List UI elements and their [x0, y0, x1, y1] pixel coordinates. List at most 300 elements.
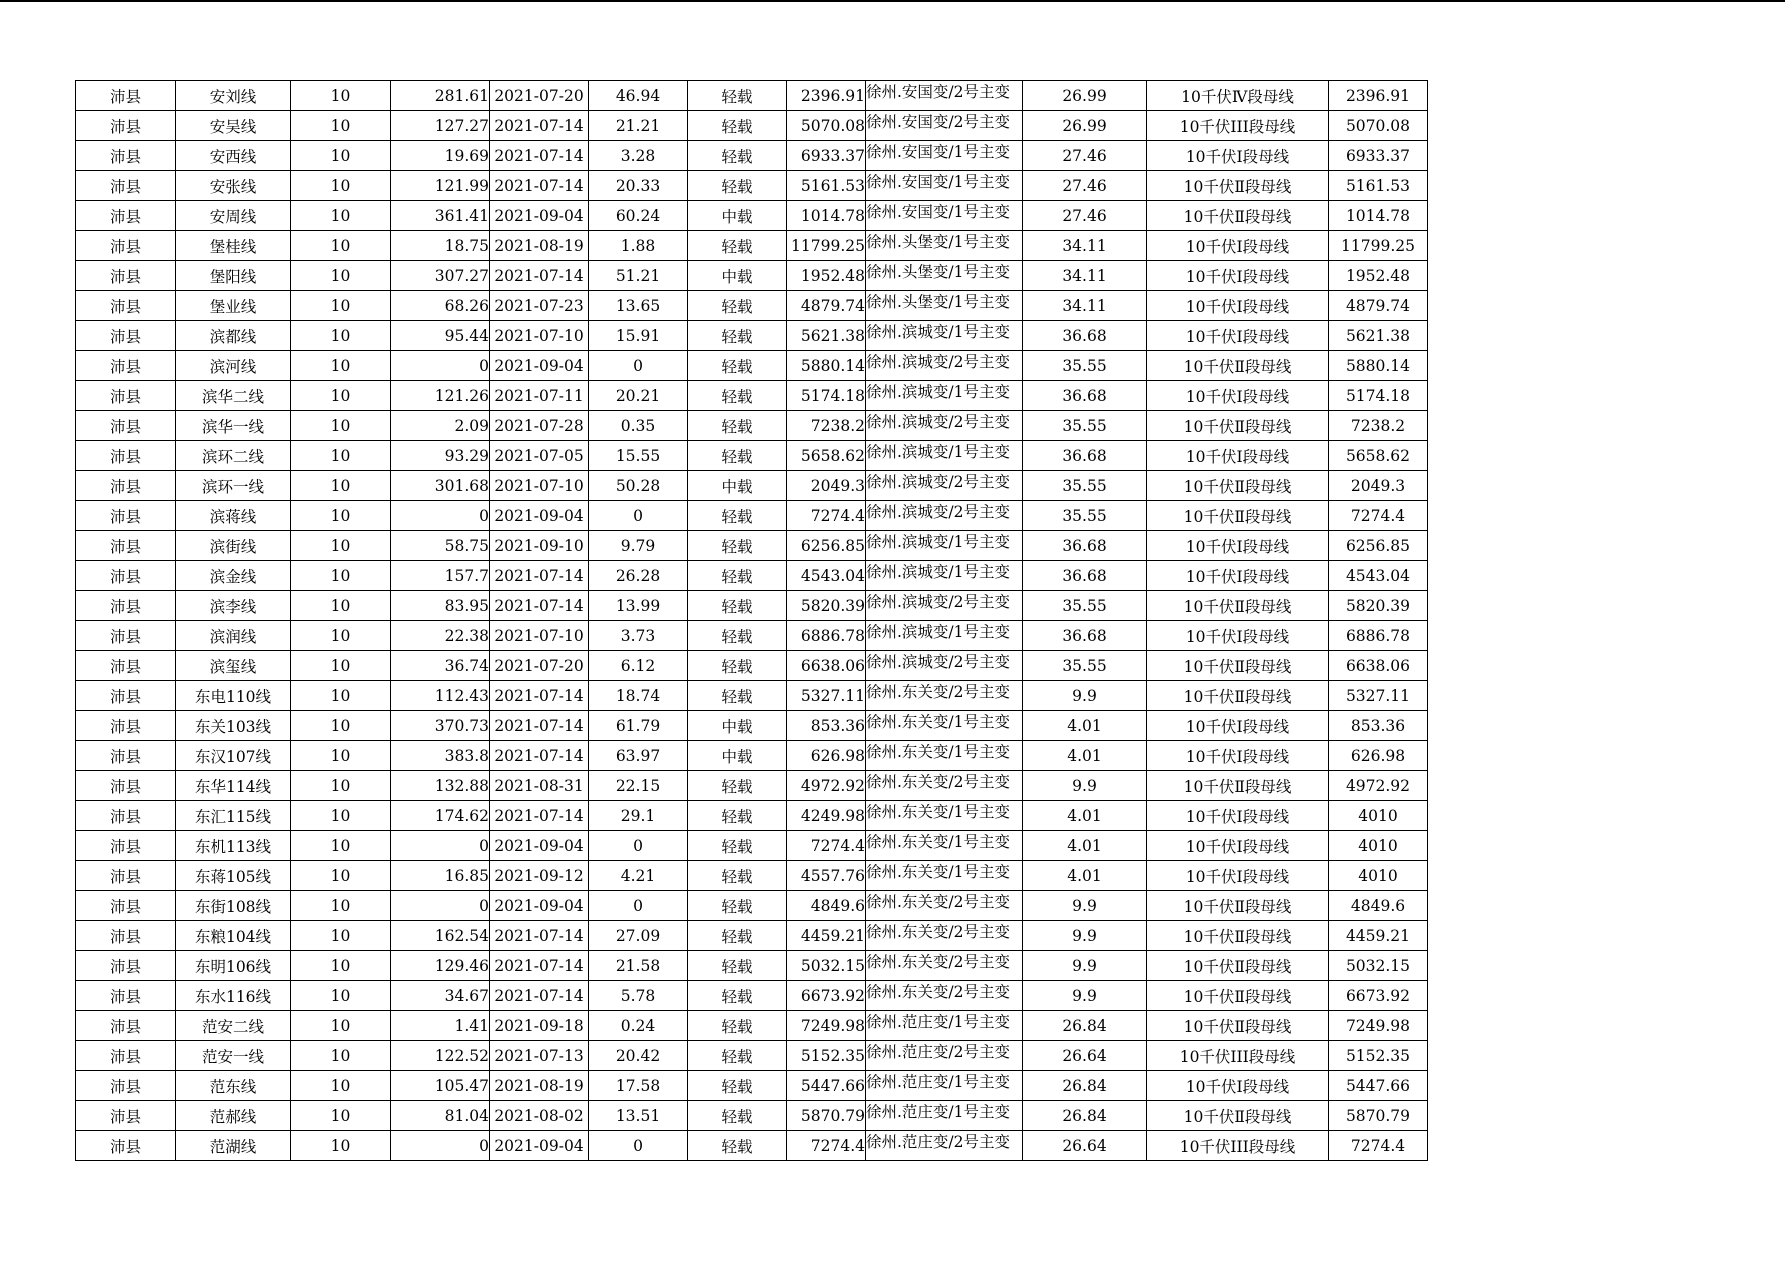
substation-cell: 徐州.东关变/1号主变: [866, 861, 1023, 891]
substation-cell: 徐州.滨城变/2号主变: [866, 591, 1023, 621]
available-capacity-cell: 5447.66: [1329, 1071, 1428, 1101]
voltage-cell: 10: [291, 1071, 391, 1101]
substation-cell: 徐州.滨城变/2号主变: [866, 471, 1023, 501]
current-cell: 129.46: [391, 951, 490, 981]
capacity-cell: 6256.85: [787, 531, 866, 561]
transformer-load-cell: 35.55: [1023, 351, 1147, 381]
load-rate-cell: 29.1: [589, 801, 688, 831]
voltage-cell: 10: [291, 1131, 391, 1161]
county-cell: 沛县: [76, 1071, 176, 1101]
bus-section-cell: 10千伏Ⅰ段母线: [1147, 141, 1329, 171]
bus-section-cell: 10千伏Ⅰ段母线: [1147, 381, 1329, 411]
load-status-cell: 轻载: [688, 801, 787, 831]
county-cell: 沛县: [76, 771, 176, 801]
available-capacity-cell: 5174.18: [1329, 381, 1428, 411]
available-capacity-cell: 5327.11: [1329, 681, 1428, 711]
bus-section-cell: 10千伏Ⅱ段母线: [1147, 1011, 1329, 1041]
bus-section-cell: 10千伏Ⅱ段母线: [1147, 1101, 1329, 1131]
county-cell: 沛县: [76, 561, 176, 591]
date-cell: 2021-08-02: [490, 1101, 589, 1131]
voltage-cell: 10: [291, 951, 391, 981]
date-cell: 2021-07-20: [490, 81, 589, 111]
transformer-load-cell: 35.55: [1023, 651, 1147, 681]
current-cell: 361.41: [391, 201, 490, 231]
county-cell: 沛县: [76, 1041, 176, 1071]
capacity-cell: 11799.25: [787, 231, 866, 261]
county-cell: 沛县: [76, 981, 176, 1011]
table-row: [76, 351, 1428, 381]
line-name-cell: 东蒋105线: [176, 861, 291, 891]
available-capacity-cell: 853.36: [1329, 711, 1428, 741]
load-rate-cell: 20.42: [589, 1041, 688, 1071]
transformer-load-cell: 4.01: [1023, 801, 1147, 831]
substation-cell: 徐州.滨城变/2号主变: [866, 501, 1023, 531]
line-name-cell: 滨都线: [176, 321, 291, 351]
load-status-cell: 轻载: [688, 531, 787, 561]
substation-cell: 徐州.滨城变/1号主变: [866, 381, 1023, 411]
voltage-cell: 10: [291, 501, 391, 531]
available-capacity-cell: 5870.79: [1329, 1101, 1428, 1131]
bus-section-cell: 10千伏Ⅰ段母线: [1147, 711, 1329, 741]
county-cell: 沛县: [76, 531, 176, 561]
available-capacity-cell: 7238.2: [1329, 411, 1428, 441]
load-status-cell: 轻载: [688, 681, 787, 711]
bus-section-cell: 10千伏Ⅰ段母线: [1147, 441, 1329, 471]
available-capacity-cell: 5621.38: [1329, 321, 1428, 351]
transformer-load-cell: 36.68: [1023, 531, 1147, 561]
available-capacity-cell: 4010: [1329, 861, 1428, 891]
capacity-cell: 5621.38: [787, 321, 866, 351]
county-cell: 沛县: [76, 861, 176, 891]
load-status-cell: 轻载: [688, 351, 787, 381]
date-cell: 2021-07-14: [490, 261, 589, 291]
table-row: [76, 831, 1428, 861]
available-capacity-cell: 11799.25: [1329, 231, 1428, 261]
date-cell: 2021-09-10: [490, 531, 589, 561]
capacity-cell: 5152.35: [787, 1041, 866, 1071]
bus-section-cell: 10千伏III段母线: [1147, 1041, 1329, 1071]
table-row: [76, 441, 1428, 471]
voltage-cell: 10: [291, 621, 391, 651]
available-capacity-cell: 6673.92: [1329, 981, 1428, 1011]
substation-cell: 徐州.范庄变/2号主变: [866, 1041, 1023, 1071]
capacity-cell: 6638.06: [787, 651, 866, 681]
county-cell: 沛县: [76, 1011, 176, 1041]
capacity-cell: 5327.11: [787, 681, 866, 711]
capacity-cell: 6673.92: [787, 981, 866, 1011]
load-rate-cell: 0: [589, 891, 688, 921]
bus-section-cell: 10千伏Ⅰ段母线: [1147, 741, 1329, 771]
substation-cell: 徐州.范庄变/1号主变: [866, 1071, 1023, 1101]
table-row: [76, 141, 1428, 171]
substation-cell: 徐州.安国变/2号主变: [866, 111, 1023, 141]
load-rate-cell: 0: [589, 831, 688, 861]
voltage-cell: 10: [291, 201, 391, 231]
load-rate-cell: 13.99: [589, 591, 688, 621]
current-cell: 301.68: [391, 471, 490, 501]
county-cell: 沛县: [76, 891, 176, 921]
county-cell: 沛县: [76, 201, 176, 231]
transformer-load-cell: 26.84: [1023, 1011, 1147, 1041]
load-status-cell: 轻载: [688, 891, 787, 921]
voltage-cell: 10: [291, 291, 391, 321]
load-status-cell: 轻载: [688, 981, 787, 1011]
line-name-cell: 滨河线: [176, 351, 291, 381]
table-row: [76, 261, 1428, 291]
date-cell: 2021-07-14: [490, 141, 589, 171]
county-cell: 沛县: [76, 801, 176, 831]
substation-cell: 徐州.头堡变/1号主变: [866, 231, 1023, 261]
bus-section-cell: 10千伏Ⅱ段母线: [1147, 171, 1329, 201]
date-cell: 2021-09-04: [490, 891, 589, 921]
current-cell: 36.74: [391, 651, 490, 681]
date-cell: 2021-07-28: [490, 411, 589, 441]
current-cell: 34.67: [391, 981, 490, 1011]
bus-section-cell: 10千伏Ⅰ段母线: [1147, 231, 1329, 261]
bus-section-cell: 10千伏Ⅱ段母线: [1147, 651, 1329, 681]
current-cell: 0: [391, 831, 490, 861]
substation-cell: 徐州.东关变/2号主变: [866, 951, 1023, 981]
load-status-cell: 轻载: [688, 1041, 787, 1071]
voltage-cell: 10: [291, 711, 391, 741]
load-status-cell: 轻载: [688, 501, 787, 531]
voltage-cell: 10: [291, 741, 391, 771]
line-name-cell: 东街108线: [176, 891, 291, 921]
load-status-cell: 轻载: [688, 291, 787, 321]
substation-cell: 徐州.滨城变/1号主变: [866, 531, 1023, 561]
county-cell: 沛县: [76, 831, 176, 861]
substation-cell: 徐州.东关变/2号主变: [866, 981, 1023, 1011]
county-cell: 沛县: [76, 711, 176, 741]
bus-section-cell: 10千伏Ⅱ段母线: [1147, 411, 1329, 441]
voltage-cell: 10: [291, 531, 391, 561]
county-cell: 沛县: [76, 111, 176, 141]
table-row: [76, 381, 1428, 411]
line-name-cell: 范湖线: [176, 1131, 291, 1161]
line-name-cell: 堡桂线: [176, 231, 291, 261]
line-name-cell: 堡业线: [176, 291, 291, 321]
voltage-cell: 10: [291, 111, 391, 141]
load-rate-cell: 6.12: [589, 651, 688, 681]
line-name-cell: 范安一线: [176, 1041, 291, 1071]
transformer-load-cell: 4.01: [1023, 861, 1147, 891]
available-capacity-cell: 6638.06: [1329, 651, 1428, 681]
transformer-load-cell: 26.64: [1023, 1131, 1147, 1161]
load-status-cell: 轻载: [688, 141, 787, 171]
substation-cell: 徐州.滨城变/1号主变: [866, 561, 1023, 591]
transformer-load-cell: 26.64: [1023, 1041, 1147, 1071]
date-cell: 2021-09-04: [490, 201, 589, 231]
load-rate-cell: 51.21: [589, 261, 688, 291]
load-status-cell: 轻载: [688, 831, 787, 861]
capacity-cell: 5161.53: [787, 171, 866, 201]
load-rate-cell: 63.97: [589, 741, 688, 771]
load-status-cell: 轻载: [688, 951, 787, 981]
voltage-cell: 10: [291, 831, 391, 861]
load-status-cell: 轻载: [688, 171, 787, 201]
current-cell: 0: [391, 891, 490, 921]
current-cell: 93.29: [391, 441, 490, 471]
capacity-cell: 7238.2: [787, 411, 866, 441]
capacity-cell: 7249.98: [787, 1011, 866, 1041]
capacity-cell: 5870.79: [787, 1101, 866, 1131]
load-rate-cell: 9.79: [589, 531, 688, 561]
load-rate-cell: 21.58: [589, 951, 688, 981]
transformer-load-cell: 27.46: [1023, 201, 1147, 231]
bus-section-cell: 10千伏Ⅱ段母线: [1147, 951, 1329, 981]
table-row: [76, 171, 1428, 201]
county-cell: 沛县: [76, 441, 176, 471]
table-row: [76, 1131, 1428, 1161]
capacity-cell: 4249.98: [787, 801, 866, 831]
table-row: [76, 951, 1428, 981]
current-cell: 162.54: [391, 921, 490, 951]
county-cell: 沛县: [76, 381, 176, 411]
capacity-cell: 853.36: [787, 711, 866, 741]
available-capacity-cell: 5032.15: [1329, 951, 1428, 981]
bus-section-cell: 10千伏Ⅱ段母线: [1147, 501, 1329, 531]
bus-section-cell: 10千伏Ⅱ段母线: [1147, 471, 1329, 501]
date-cell: 2021-07-11: [490, 381, 589, 411]
substation-cell: 徐州.滨城变/1号主变: [866, 321, 1023, 351]
bus-section-cell: 10千伏Ⅱ段母线: [1147, 891, 1329, 921]
capacity-cell: 5880.14: [787, 351, 866, 381]
load-rate-cell: 17.58: [589, 1071, 688, 1101]
bus-section-cell: 10千伏Ⅰ段母线: [1147, 561, 1329, 591]
current-cell: 81.04: [391, 1101, 490, 1131]
transformer-load-cell: 34.11: [1023, 261, 1147, 291]
current-cell: 58.75: [391, 531, 490, 561]
voltage-cell: 10: [291, 591, 391, 621]
substation-cell: 徐州.东关变/1号主变: [866, 801, 1023, 831]
transformer-load-cell: 9.9: [1023, 681, 1147, 711]
date-cell: 2021-08-19: [490, 1071, 589, 1101]
county-cell: 沛县: [76, 951, 176, 981]
current-cell: 157.7: [391, 561, 490, 591]
bus-section-cell: 10千伏Ⅰ段母线: [1147, 261, 1329, 291]
available-capacity-cell: 5070.08: [1329, 111, 1428, 141]
transformer-load-cell: 26.99: [1023, 81, 1147, 111]
load-status-cell: 轻载: [688, 921, 787, 951]
line-name-cell: 范郝线: [176, 1101, 291, 1131]
date-cell: 2021-07-05: [490, 441, 589, 471]
capacity-cell: 5032.15: [787, 951, 866, 981]
table-body: [76, 81, 1428, 1161]
county-cell: 沛县: [76, 1101, 176, 1131]
line-name-cell: 东华114线: [176, 771, 291, 801]
county-cell: 沛县: [76, 651, 176, 681]
transformer-load-cell: 36.68: [1023, 621, 1147, 651]
line-name-cell: 滨华二线: [176, 381, 291, 411]
table-row: [76, 231, 1428, 261]
county-cell: 沛县: [76, 1131, 176, 1161]
line-name-cell: 东关103线: [176, 711, 291, 741]
line-name-cell: 范安二线: [176, 1011, 291, 1041]
bus-section-cell: 10千伏Ⅰ段母线: [1147, 321, 1329, 351]
table-row: [76, 501, 1428, 531]
load-status-cell: 轻载: [688, 561, 787, 591]
available-capacity-cell: 4849.6: [1329, 891, 1428, 921]
voltage-cell: 10: [291, 861, 391, 891]
table-row: [76, 111, 1428, 141]
substation-cell: 徐州.东关变/1号主变: [866, 711, 1023, 741]
table-row: [76, 681, 1428, 711]
load-status-cell: 轻载: [688, 861, 787, 891]
load-rate-cell: 1.88: [589, 231, 688, 261]
table-row: [76, 531, 1428, 561]
load-rate-cell: 0.24: [589, 1011, 688, 1041]
voltage-cell: 10: [291, 1011, 391, 1041]
substation-cell: 徐州.东关变/1号主变: [866, 831, 1023, 861]
substation-cell: 徐州.范庄变/1号主变: [866, 1011, 1023, 1041]
current-cell: 127.27: [391, 111, 490, 141]
capacity-cell: 5658.62: [787, 441, 866, 471]
table-row: [76, 1011, 1428, 1041]
county-cell: 沛县: [76, 411, 176, 441]
bus-section-cell: 10千伏Ⅱ段母线: [1147, 591, 1329, 621]
available-capacity-cell: 7274.4: [1329, 1131, 1428, 1161]
current-cell: 174.62: [391, 801, 490, 831]
bus-section-cell: 10千伏III段母线: [1147, 1131, 1329, 1161]
date-cell: 2021-09-04: [490, 351, 589, 381]
current-cell: 22.38: [391, 621, 490, 651]
table-row: [76, 201, 1428, 231]
current-cell: 121.26: [391, 381, 490, 411]
load-status-cell: 中载: [688, 711, 787, 741]
voltage-cell: 10: [291, 81, 391, 111]
capacity-cell: 7274.4: [787, 501, 866, 531]
available-capacity-cell: 5161.53: [1329, 171, 1428, 201]
line-name-cell: 滨润线: [176, 621, 291, 651]
date-cell: 2021-07-14: [490, 171, 589, 201]
voltage-cell: 10: [291, 171, 391, 201]
date-cell: 2021-07-10: [490, 471, 589, 501]
current-cell: 122.52: [391, 1041, 490, 1071]
capacity-cell: 4459.21: [787, 921, 866, 951]
county-cell: 沛县: [76, 261, 176, 291]
transformer-load-cell: 9.9: [1023, 771, 1147, 801]
date-cell: 2021-07-14: [490, 741, 589, 771]
load-rate-cell: 0: [589, 351, 688, 381]
available-capacity-cell: 7249.98: [1329, 1011, 1428, 1041]
available-capacity-cell: 5820.39: [1329, 591, 1428, 621]
load-status-cell: 轻载: [688, 1101, 787, 1131]
date-cell: 2021-09-04: [490, 1131, 589, 1161]
load-rate-cell: 22.15: [589, 771, 688, 801]
table-row: [76, 651, 1428, 681]
load-status-cell: 轻载: [688, 231, 787, 261]
substation-cell: 徐州.头堡变/1号主变: [866, 261, 1023, 291]
load-status-cell: 轻载: [688, 441, 787, 471]
load-rate-cell: 26.28: [589, 561, 688, 591]
table-row: [76, 591, 1428, 621]
load-status-cell: 中载: [688, 471, 787, 501]
load-rate-cell: 50.28: [589, 471, 688, 501]
capacity-cell: 4879.74: [787, 291, 866, 321]
available-capacity-cell: 6886.78: [1329, 621, 1428, 651]
line-name-cell: 滨环一线: [176, 471, 291, 501]
load-rate-cell: 46.94: [589, 81, 688, 111]
load-status-cell: 轻载: [688, 381, 787, 411]
date-cell: 2021-09-18: [490, 1011, 589, 1041]
available-capacity-cell: 4459.21: [1329, 921, 1428, 951]
current-cell: 19.69: [391, 141, 490, 171]
transformer-load-cell: 4.01: [1023, 711, 1147, 741]
date-cell: 2021-07-10: [490, 621, 589, 651]
capacity-cell: 4557.76: [787, 861, 866, 891]
county-cell: 沛县: [76, 231, 176, 261]
current-cell: 121.99: [391, 171, 490, 201]
table-row: [76, 741, 1428, 771]
available-capacity-cell: 1952.48: [1329, 261, 1428, 291]
voltage-cell: 10: [291, 261, 391, 291]
current-cell: 18.75: [391, 231, 490, 261]
line-name-cell: 范东线: [176, 1071, 291, 1101]
county-cell: 沛县: [76, 621, 176, 651]
capacity-cell: 5070.08: [787, 111, 866, 141]
voltage-cell: 10: [291, 681, 391, 711]
line-name-cell: 滨李线: [176, 591, 291, 621]
available-capacity-cell: 4010: [1329, 801, 1428, 831]
table-row: [76, 81, 1428, 111]
voltage-cell: 10: [291, 351, 391, 381]
transformer-load-cell: 35.55: [1023, 501, 1147, 531]
transformer-load-cell: 34.11: [1023, 291, 1147, 321]
substation-cell: 徐州.滨城变/2号主变: [866, 411, 1023, 441]
table-row: [76, 1041, 1428, 1071]
county-cell: 沛县: [76, 921, 176, 951]
load-status-cell: 轻载: [688, 111, 787, 141]
county-cell: 沛县: [76, 351, 176, 381]
capacity-cell: 626.98: [787, 741, 866, 771]
county-cell: 沛县: [76, 471, 176, 501]
load-rate-cell: 13.65: [589, 291, 688, 321]
line-name-cell: 东汉107线: [176, 741, 291, 771]
load-status-cell: 轻载: [688, 771, 787, 801]
current-cell: 0: [391, 501, 490, 531]
bus-section-cell: 10千伏Ⅰ段母线: [1147, 531, 1329, 561]
load-status-cell: 轻载: [688, 1131, 787, 1161]
transformer-load-cell: 36.68: [1023, 381, 1147, 411]
load-rate-cell: 5.78: [589, 981, 688, 1011]
load-status-cell: 轻载: [688, 1071, 787, 1101]
line-name-cell: 安刘线: [176, 81, 291, 111]
bus-section-cell: 10千伏Ⅰ段母线: [1147, 831, 1329, 861]
bus-section-cell: 10千伏Ⅱ段母线: [1147, 771, 1329, 801]
current-cell: 281.61: [391, 81, 490, 111]
bus-section-cell: 10千伏Ⅱ段母线: [1147, 681, 1329, 711]
transformer-load-cell: 34.11: [1023, 231, 1147, 261]
table-row: [76, 801, 1428, 831]
load-rate-cell: 15.91: [589, 321, 688, 351]
available-capacity-cell: 6256.85: [1329, 531, 1428, 561]
current-cell: 83.95: [391, 591, 490, 621]
transformer-load-cell: 26.99: [1023, 111, 1147, 141]
date-cell: 2021-07-14: [490, 681, 589, 711]
date-cell: 2021-09-04: [490, 831, 589, 861]
load-status-cell: 轻载: [688, 621, 787, 651]
available-capacity-cell: 2049.3: [1329, 471, 1428, 501]
current-cell: 383.8: [391, 741, 490, 771]
current-cell: 68.26: [391, 291, 490, 321]
capacity-cell: 7274.4: [787, 1131, 866, 1161]
substation-cell: 徐州.安国变/1号主变: [866, 171, 1023, 201]
substation-cell: 徐州.滨城变/1号主变: [866, 441, 1023, 471]
available-capacity-cell: 7274.4: [1329, 501, 1428, 531]
county-cell: 沛县: [76, 141, 176, 171]
substation-cell: 徐州.范庄变/1号主变: [866, 1101, 1023, 1131]
line-name-cell: 东电110线: [176, 681, 291, 711]
